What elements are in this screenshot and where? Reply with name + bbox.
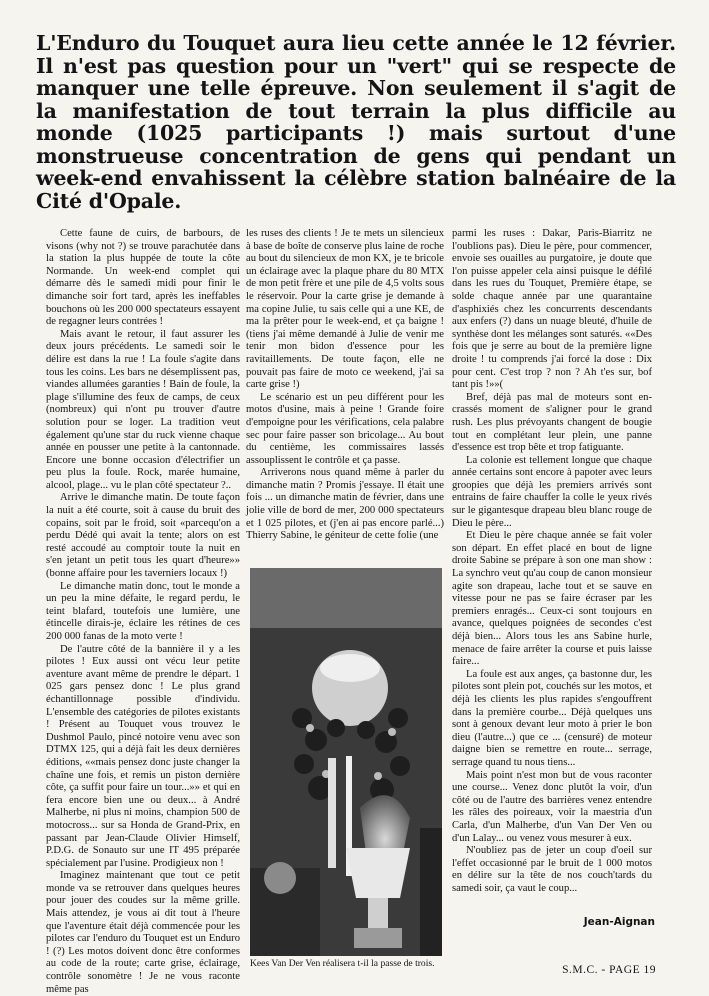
paragraph: Arriverons nous quand même à parler du dimanche matin ? Promis j'essaye. Il était une fois ... un dimanche matin de février, dans une jolie ville de bord de mer, 200 000 spectateurs et 1 025 pilotes, et (j'en ai pas encore parlé...) Thierry Sabine, le géniteur de cette folie (une: [246, 467, 444, 542]
rider-photo: [250, 568, 442, 956]
paragraph: Mais avant le retour, il faut assurer les deux jours précédents. Le samedi soir le délire est dans la rue ! La foule s'agite dans tous les coins. Les bars ne désemplissent pas, viandes allumées garanties ! Bain de foule, la plage s'illumine des feux de camps, de ceux (nombreux) qui n'ont pu trouver d'autre solution pour se loger. La tradition veut également qu'une star du ruck vienne chaque année en pousser une petite à la cantonnade. Encore une bonne occasion d'électrifier un peu plus la foule. Rock, marée humaine, alcool, plage... vu le plan côté spectateur ?..: [46, 328, 240, 491]
article-column-1: [46, 228, 241, 995]
paragraph: les ruses des clients ! Je te mets un silencieux à base de boîte de conserve plus laine de roche au bout du silencieux de mon KX, je te bricole un éclairage avec la plaque phare du 80 MTX de mon petit frère et une pile de 4,5 volts sous le réservoir. Pour la carte grise je demande à ma copine Julie, tu sais celle qui a une KE, de ma la prêter pour le week-end, et ça baigne ! (tiens j'ai même demandé à Julie de venir me tenir mon bidon d'essence pour les ravitaillements. De toute façon, elle ne pouvait pas faire de moto ce weekend, j'ai sa carte grise !): [246, 228, 444, 391]
photo-caption: Kees Van Der Ven réalisera t-il la passe de trois.: [250, 958, 435, 969]
article-column-3: [452, 228, 652, 928]
paragraph: Cette faune de cuirs, de barbours, de visons (why not ?) se trouve parachutée dans la station la plus huppée de toute la côte Normande. Un week-end complet qui démarre dès le samedi midi pour finir le dimanche soir fort tard, après les ineffables bouchons où les 200 000 spectateurs essayent de regagner leurs contrées !: [46, 228, 240, 328]
paragraph: parmi les ruses : Dakar, Paris-Biarritz ne l'oublions pas). Dieu le père, pour commencer, envoie ses ouailles au purgatoire, je doute que l'on puisse appeler cela ainsi puisque le défilé dans les rues du Touquet, Première étape, se solde chaque année par une quarantaine d'asphixiés chez les concurrents descendants aux enfers (?) dans un nuage bleuté, d'huile de synthèse dont les mélanges sont saturés. ««Des fois que je serre au bout de la première ligne droite ! tu comprends j'ai forcé la dose : Dix pour cent. C'est trop ? non ? Ah t'es sur, bof tant pis !»»(: [452, 228, 652, 391]
paragraph: La foule est aux anges, ça bastonne dur, les pilotes sont plein pot, couchés sur les motos, et déjà les clients les plus rapides s'engouffrent dans la première courbe... Déjà quelques uns sont à genoux devant leur moto à prier le bon dieu (l'autre...) que ce ... (censuré) de moteur daigne bien se remettre en route... serrage, serrage quand tu nous tiens...: [452, 668, 652, 768]
paragraph: La colonie est tellement longue que chaque année certains sont encore à papoter avec leurs groopies que déjà les premiers arrivés sont entrains de faire chauffer la colle le yeux rivés sur le gigantesque drapeau bleu blanc rouge de Dieu le père...: [452, 454, 652, 529]
page-folio: S.M.C. - PAGE 19: [562, 964, 656, 976]
paragraph: Imaginez maintenant que tout ce petit monde va se retrouver dans quelques heures pour jouer des coudes sur la même grille. Mais attendez, je vous ai dit tout à l'heure que l'aventure était déjà commencée pour les pilotes car l'enduro du Touquet est un Enduro ! (?) Les motos doivent donc être conformes au code de la route; carte grise, éclairage, contrôle sonomètre ! Je ne vous raconte même pas: [46, 870, 240, 995]
author-signature: Jean-Aignan: [583, 916, 655, 928]
article-column-2: [246, 228, 444, 558]
rider-with-trophy-image: [250, 568, 442, 956]
paragraph: Bref, déjà pas mal de moteurs sont encrassés moment de s'aligner pour le grand rush. Les plus prévoyants changent de bougie tout en complétant leur plein, une panne d'essence est trop bête et trop fatiguante.: [452, 391, 652, 454]
paragraph: Mais point n'est mon but de vous raconter une course... Venez donc plutôt la voir, d'un côté ou de l'autre des barrières venez entendre les râles des poireaux, voir la maestria d'un Carla, d'un Malherbe, d'un Van Der Ven ou d'un Lalay... ou venez vous mesurer à eux.: [452, 769, 652, 844]
paragraph: Arrive le dimanche matin. De toute façon la nuit a été courte, soit à cause du bruit des copains, soit par le froid, soit «parcequ'on a perdu Dédé qui avait la tente; alors on est resté accoudé au comptoir toute la nuit en s'en jetant un petit tous les quart d'heure»» (bonne affaire pour les taverniers locaux !): [46, 492, 240, 580]
paragraph: N'oubliez pas de jeter un coup d'oeil sur l'effet occasionné par le bruit de 1 000 motos en délire sur la tête de nos couch'tards du samedi soir, ça vaut le coup...: [452, 845, 652, 894]
paragraph: Le scénario est un peu différent pour les motos d'usine, mais à peine ! Grande foire d'empoigne pour les vérifications, cela palabre sec pour faire passer son bricolage... Au bout du centième, les commissaires lassés assouplissent le contrôle et ça passe.: [246, 391, 444, 466]
paragraph: Le dimanche matin donc, tout le monde a un peu la mine défaite, le regard perdu, le teint blafard, toutefois une lumière, une étincelle dirais-je, éclaire les rétines de ces 200 000 fanas de la moto verte !: [46, 580, 240, 642]
paragraph: De l'autre côté de la bannière il y a les pilotes ! Eux aussi ont vécu leur petite aventure avant même de prendre le départ. 1 025 gars pensez donc ! Le plus grand échantillonnage possible d'individu. L'ensemble des catégories de pilotes existants ! Présent au Touquet vous trouvez le Dushmol Paulo, pincé notoire venu avec son DTMX 125, qui a déjà fait les deux dernières éditions, ««mais pensez donc juste changer la chaîne une fois, et remis un piston dernière côte, ça suffit pour faire un tour...»» et qui en fera encore bien une ou deux... à André Malherbe, ni plus ni moins, champion 500 de motocross... sur sa Honda de Grand-Prix, en passant par Jean-Claude Olivier Himself, P.D.G. de Sonauto sur une IT 495 préparée spécialement par l'usine. Prodigieux non !: [46, 643, 241, 869]
paragraph: Et Dieu le père chaque année se fait voler son départ. En effet placé en bout de ligne droite Sabine se prépare à son one man show : La synchro veut qu'au coup de canon monsieur agite son drapeau, lache tout et se sauve en vitesse pour ne pas se faire écraser par les premiers enragés... Ceux-ci sont toujours en avance, quelques poignées de secondes c'est déjà bien... Alors tous les ans Sabine hurle, menace de faire arrêter la course et puis laisse faire...: [452, 530, 652, 668]
article-intro: L'Enduro du Touquet aura lieu cette année le 12 février. Il n'est pas question pour un "vert" qui se respecte de manquer une telle épreuve. Non seulement il s'agit de la manifestation de tout terrain la plus difficile au monde (1025 participants !) mais surtout d'une monstrueuse concentration de gens qui pendant un week-end envahissent la célèbre station balnéaire de la Cité d'Opale.: [36, 31, 676, 213]
